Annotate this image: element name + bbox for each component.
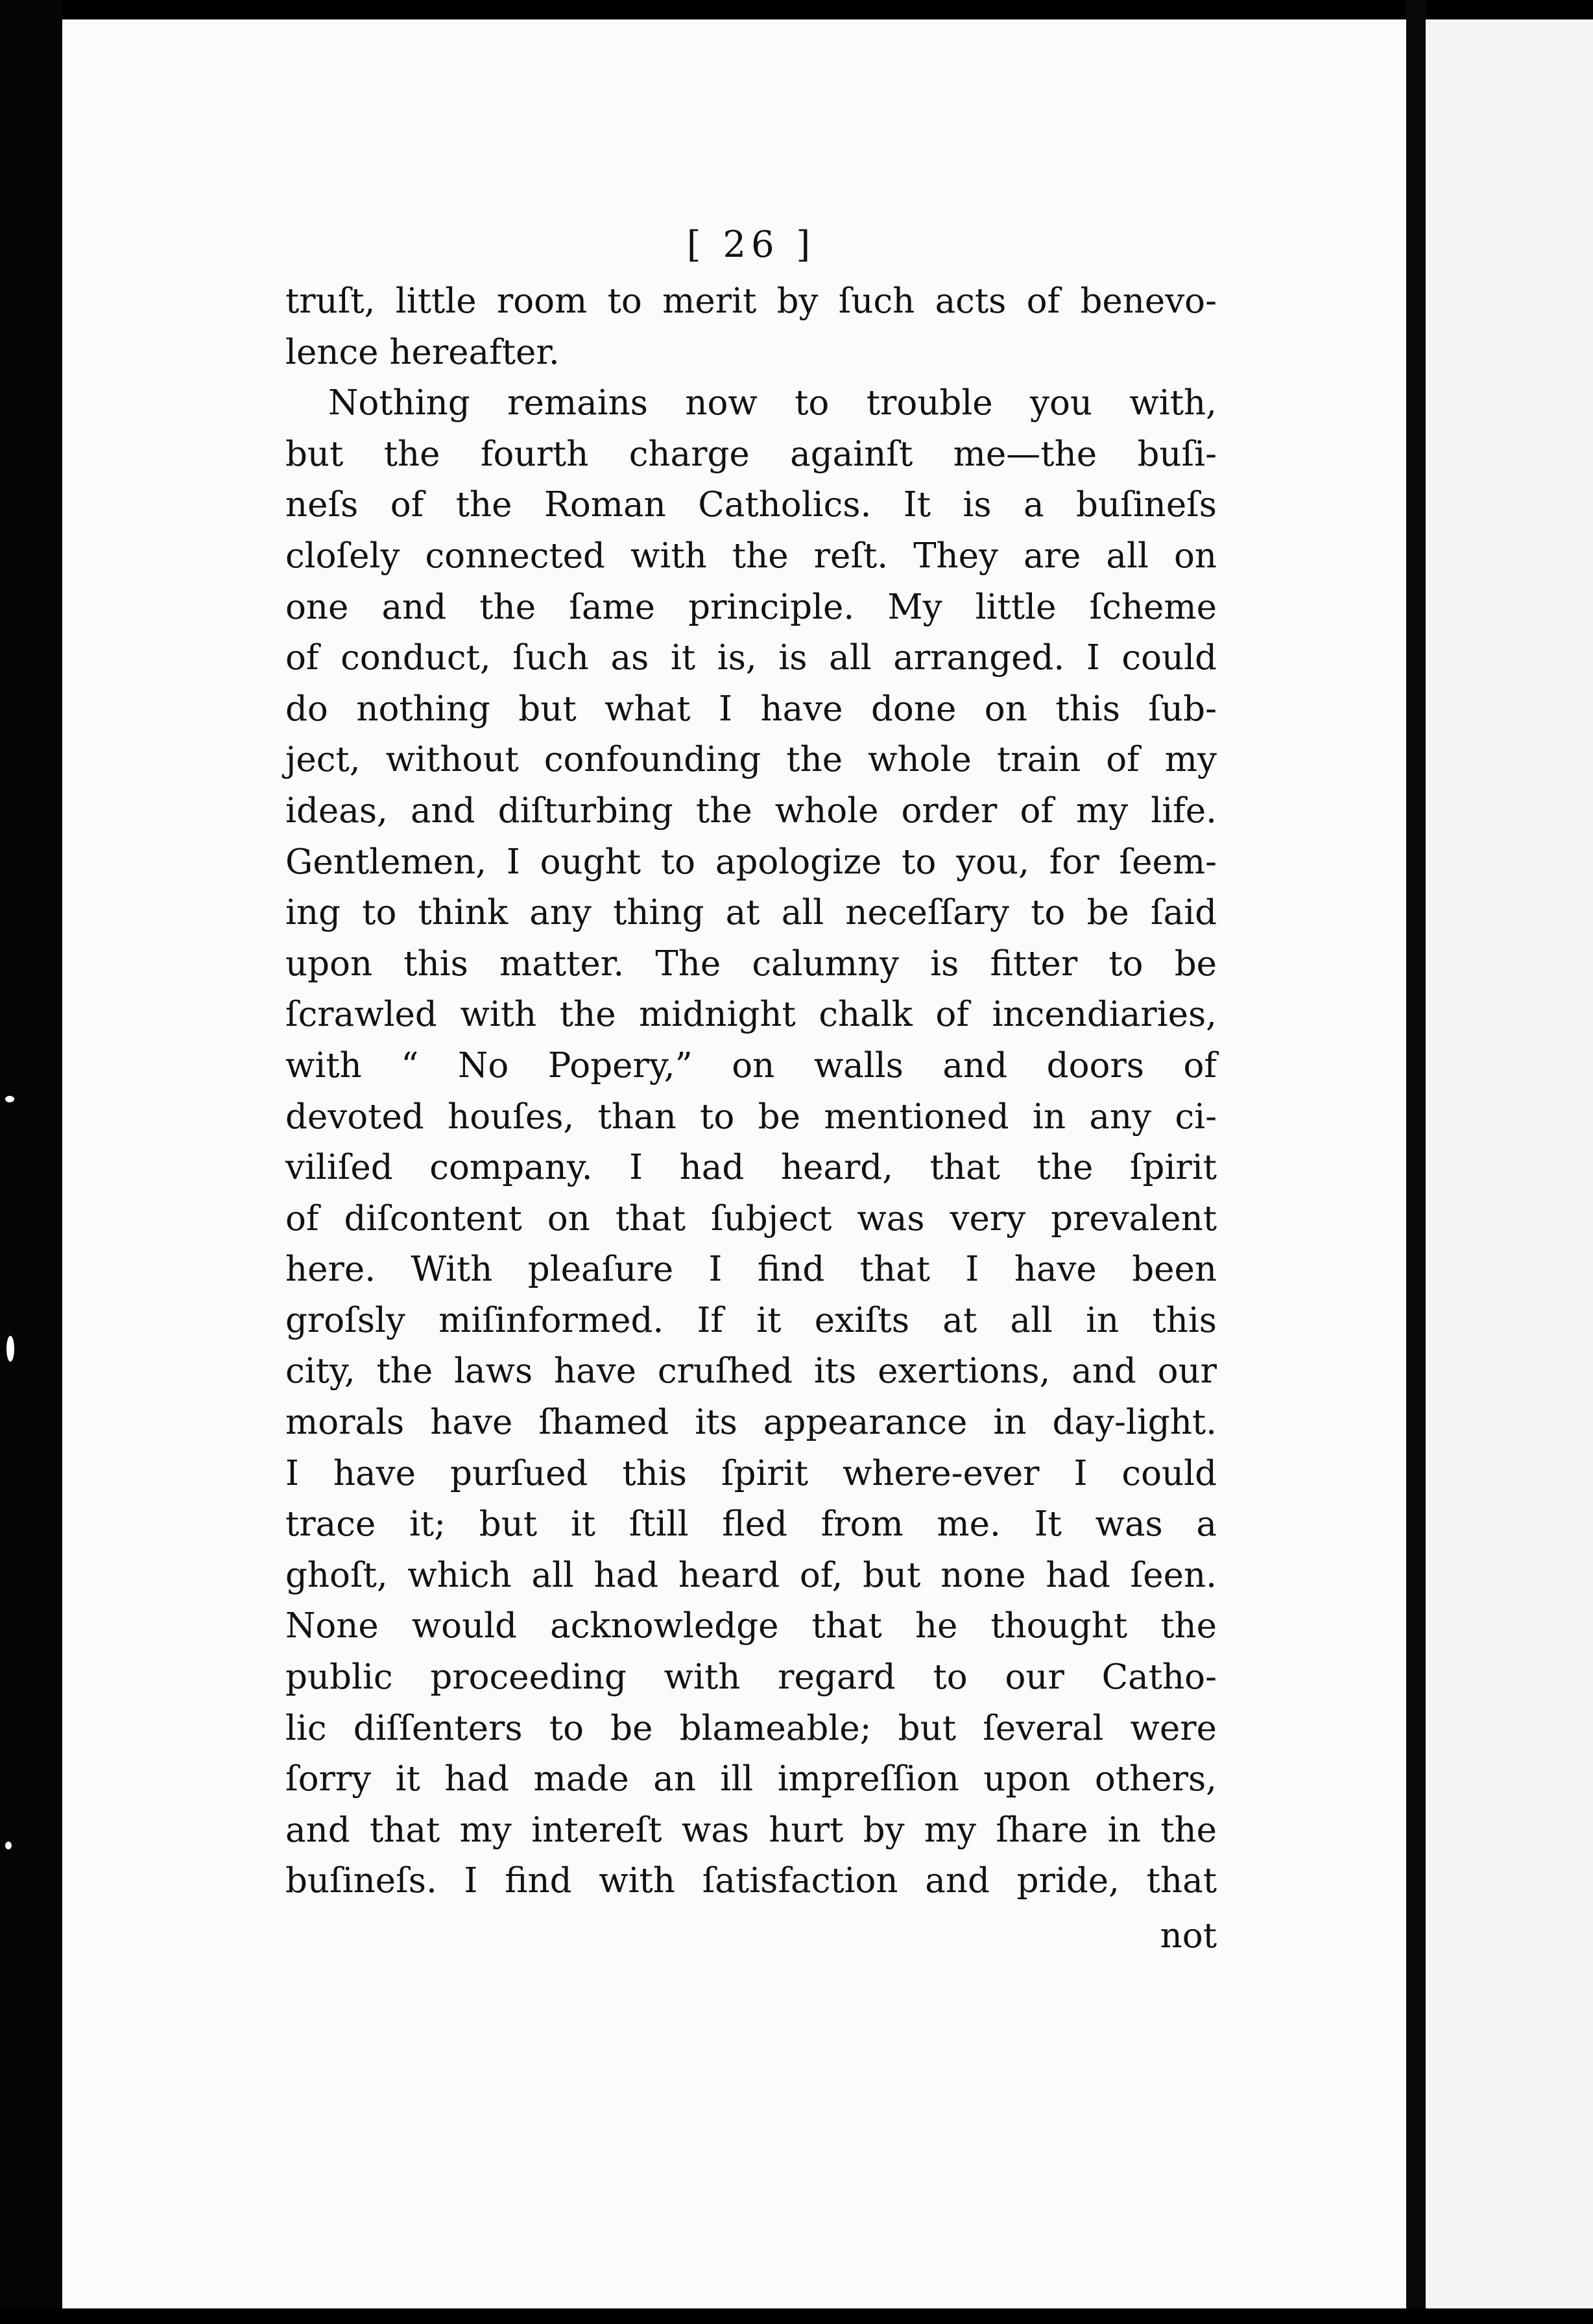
text-line: ghoſt, which all had heard of, but none had ſeen. [285,1555,1217,1595]
text-line: ing to think any thing at all neceſſary to be ſaid [285,893,1217,933]
catchword: not [1160,1916,1217,1956]
text-line: of conduct, ſuch as it is, is all arranged. I could [285,638,1217,678]
text-line: do nothing but what I have done on this ſub- [285,689,1217,729]
text-line: cloſely connected with the reſt. They are all on [285,536,1217,576]
text-line: but the fourth charge againſt me—the buſi- [285,434,1217,474]
text-line: trace it; but it ſtill fled from me. It was a [285,1504,1217,1545]
body-text [285,276,1217,1907]
bottom-dark-margin [0,2308,1593,2324]
text-line: one and the ſame principle. My little ſcheme [285,587,1217,627]
text-line: ſcrawled with the midnight chalk of incendiaries, [285,995,1217,1035]
facing-page-edge [1426,19,1593,2308]
text-line: neſs of the Roman Catholics. It is a buſineſs [285,485,1217,525]
text-line: groſsly miſinformed. If it exiſts at all in this [285,1300,1217,1340]
text-line: Nothing remains now to trouble you with, [328,383,1217,423]
text-line: public proceeding with regard to our Catho- [285,1657,1217,1698]
text-line: truſt, little room to merit by ſuch acts of benevo- [285,281,1217,321]
margin-speck [6,1336,14,1362]
text-line: here. With pleaſure I find that I have been [285,1250,1217,1290]
text-line: buſineſs. I find with ſatisfaction and pride, that [285,1861,1217,1901]
text-line: devoted houſes, than to be mentioned in any ci- [285,1097,1217,1137]
text-line: ideas, and diſturbing the whole order of my life. [285,790,1217,831]
text-line: ſorry it had made an ill impreſſion upon others, [285,1759,1217,1799]
book-gutter [1406,0,1426,2324]
page-text-column [285,214,1217,1965]
text-line: I have purſued this ſpirit where-ever I could [285,1453,1217,1493]
text-line: ject, without confounding the whole train of my [285,740,1217,780]
text-line: lic diſſenters to be blameable; but ſeveral were [285,1708,1217,1748]
text-line: and that my intereſt was hurt by my ſhare in the [285,1810,1217,1850]
left-dark-margin [0,0,62,2324]
text-line: of diſcontent on that ſubject was very prevalent [285,1198,1217,1239]
margin-speck [5,1096,14,1102]
margin-speck [5,1842,12,1849]
text-line: upon this matter. The calumny is fitter to be [285,943,1217,984]
text-line: Gentlemen, I ought to apologize to you, for ſeem- [285,842,1217,882]
text-line: lence hereafter. [285,332,560,372]
page-number-header: [ 26 ] [686,224,816,266]
text-line: with “ No Popery,” on walls and doors of [285,1045,1217,1085]
text-line: morals have ſhamed its appearance in day-light. [285,1403,1217,1443]
text-line: viliſed company. I had heard, that the ſpirit [285,1148,1217,1188]
text-line: None would acknowledge that he thought the [285,1606,1217,1646]
text-line: city, the laws have cruſhed its exertions, and our [285,1351,1217,1392]
